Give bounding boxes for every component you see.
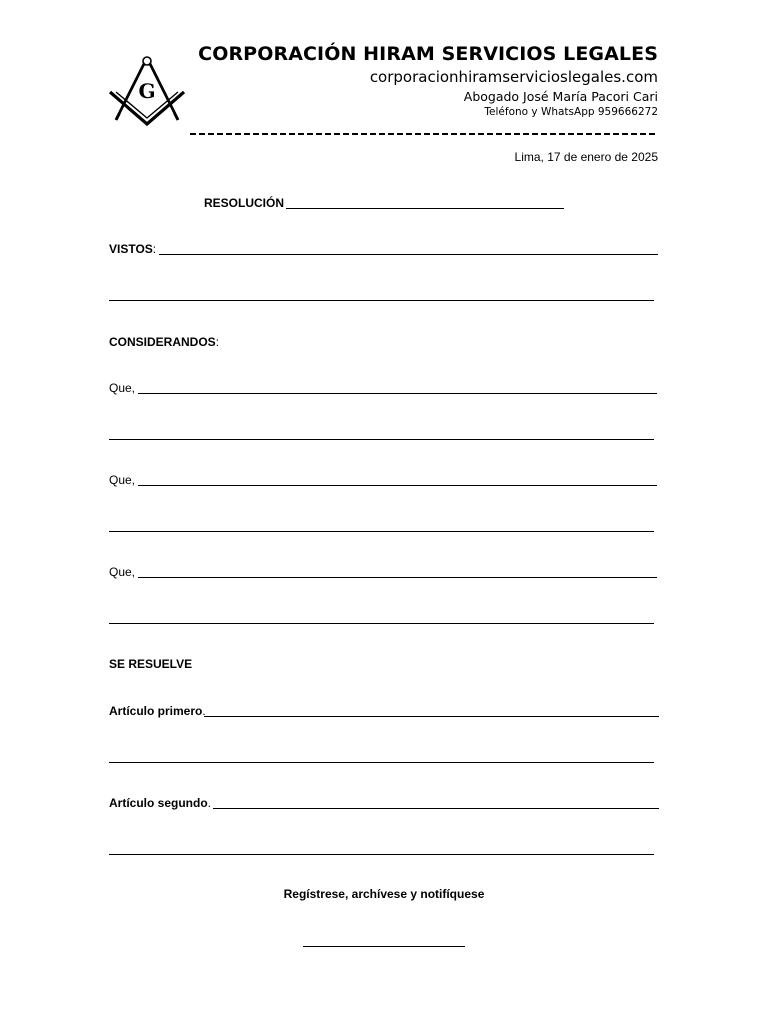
que-blank-1[interactable] — [138, 393, 657, 394]
vistos-label: VISTOS — [109, 242, 153, 256]
company-title: CORPORACIÓN HIRAM SERVICIOS LEGALES — [198, 43, 658, 65]
header-divider — [190, 124, 658, 138]
considerandos-label: CONSIDERANDOS — [109, 335, 216, 349]
articulo-primero-heading — [109, 704, 206, 718]
articulo-segundo-blank[interactable] — [213, 808, 659, 809]
resolucion-blank[interactable] — [286, 208, 564, 209]
articulo-primero-blank[interactable] — [204, 716, 659, 717]
que-blank-3b[interactable] — [109, 623, 654, 624]
que-blank-3[interactable] — [138, 577, 657, 578]
vistos-blank[interactable] — [159, 254, 658, 255]
que-label-3: Que, — [109, 565, 136, 579]
considerandos-colon: : — [215, 335, 220, 349]
vistos-heading — [109, 242, 156, 256]
articulo-segundo-heading — [109, 796, 211, 810]
que-blank-2b[interactable] — [109, 531, 654, 532]
lawyer-name: Abogado José María Pacori Cari — [463, 89, 658, 104]
considerandos-heading — [109, 335, 219, 349]
closing-text: Regístrese, archívese y notifíquese — [283, 887, 485, 901]
contact-phone: Teléfono y WhatsApp 959666272 — [484, 106, 658, 118]
signature-line[interactable] — [303, 946, 465, 947]
document-date: Lima, 17 de enero de 2025 — [514, 150, 658, 164]
articulo-segundo-blank-2[interactable] — [109, 854, 654, 855]
articulo-segundo-label: Artículo segundo — [109, 796, 208, 810]
que-blank-1b[interactable] — [109, 439, 654, 440]
que-blank-2[interactable] — [138, 485, 657, 486]
articulo-primero-label: Artículo primero — [109, 704, 203, 718]
articulo-primero-blank-2[interactable] — [109, 762, 654, 763]
vistos-colon: : — [152, 242, 157, 256]
vistos-blank-2[interactable] — [109, 300, 654, 301]
square-and-compass-icon — [104, 52, 190, 128]
que-label-1: Que, — [109, 381, 136, 395]
company-website: corporacionhiramservicioslegales.com — [369, 68, 658, 86]
que-label-2: Que, — [109, 473, 136, 487]
resolucion-label: RESOLUCIÓN — [204, 196, 285, 210]
svg-text:G: G — [138, 79, 156, 103]
se-resuelve-label: SE RESUELVE — [109, 657, 193, 671]
articulo-segundo-period: . — [207, 796, 212, 810]
articulo-primero-period: . — [202, 704, 206, 718]
